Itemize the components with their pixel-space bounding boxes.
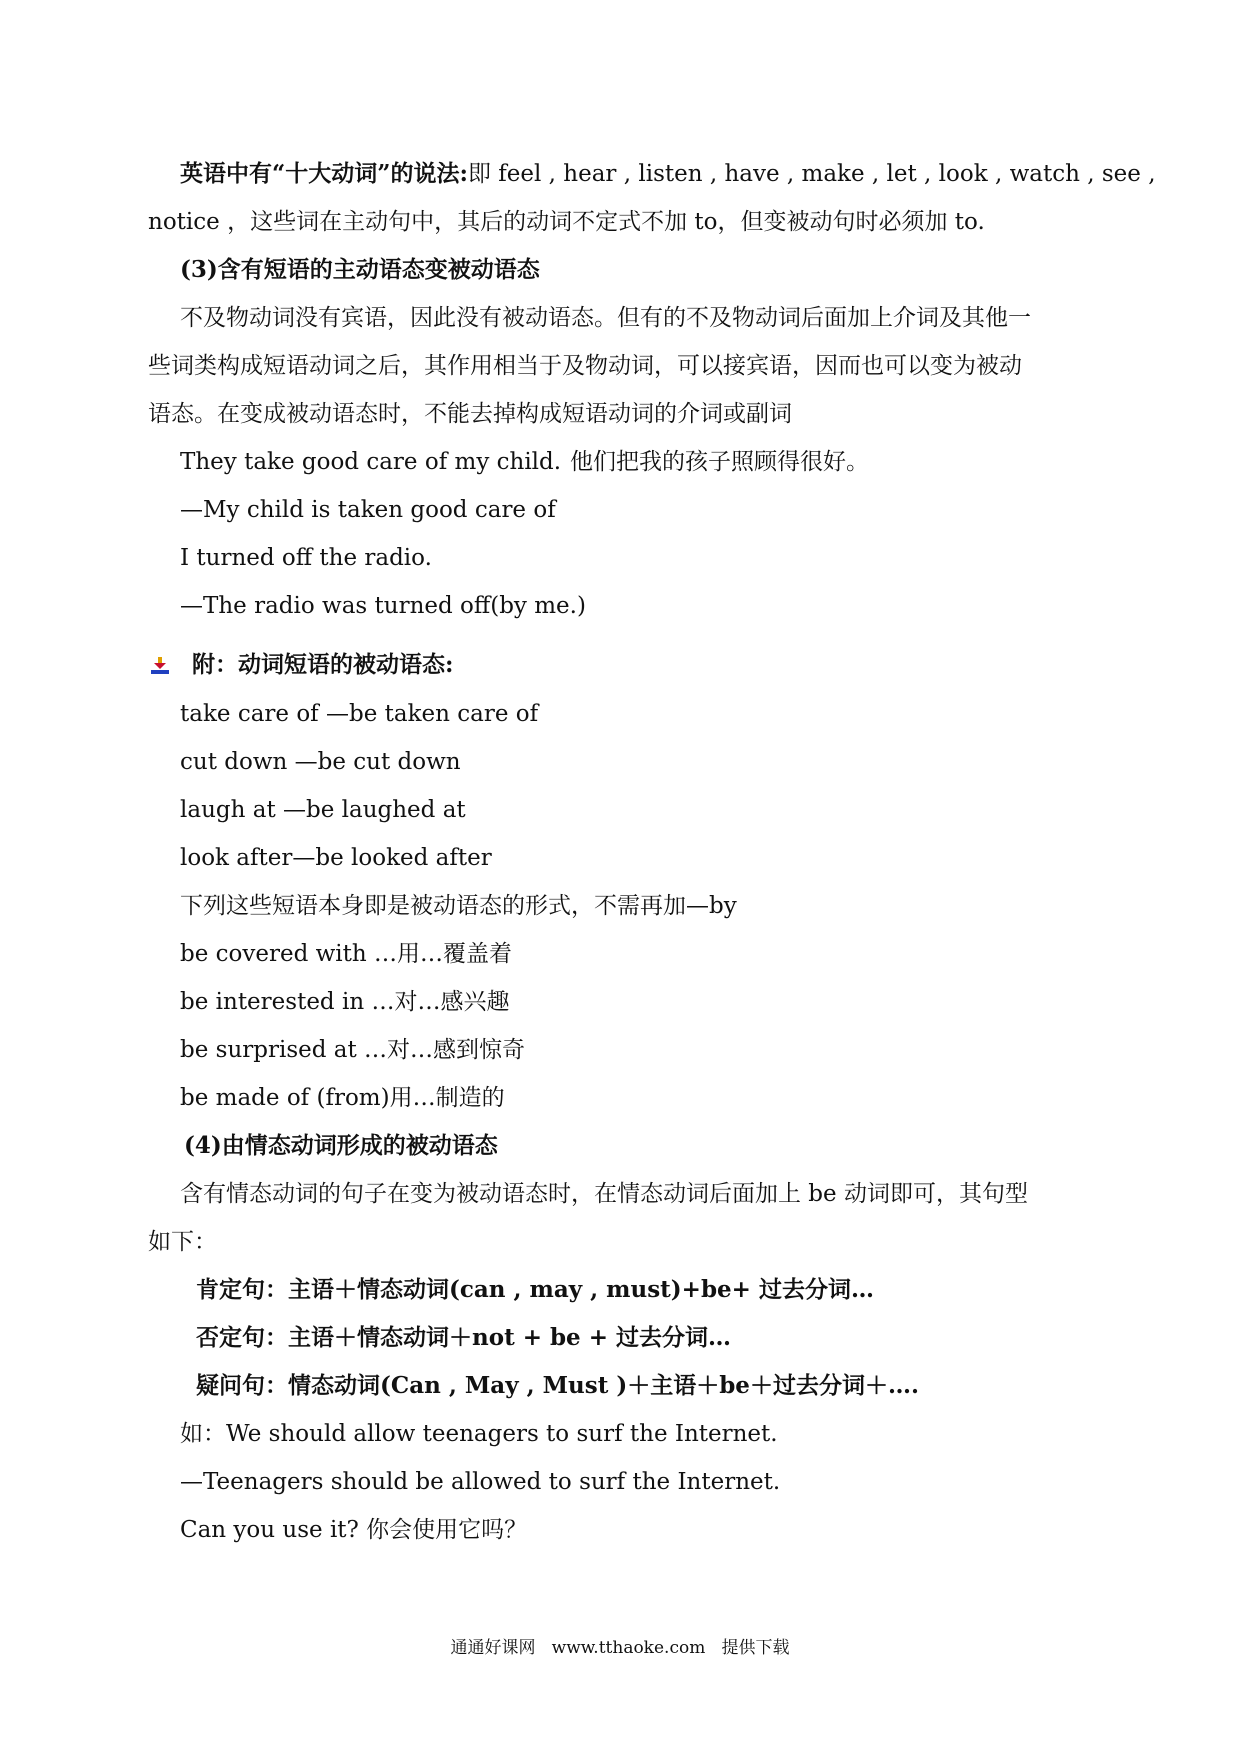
passive-phrase-item: be covered with …用…覆盖着: [180, 941, 513, 967]
paragraph-line: 不及物动词没有宾语，因此没有被动语态。但有的不及物动词后面加上介词及其他一: [180, 305, 1031, 331]
passive-phrase-item: be interested in …对…感兴趣: [180, 989, 510, 1015]
ten-verbs-heading: 英语中有“十大动词”的说法:: [180, 160, 468, 187]
arrow-bullet-icon: [150, 656, 170, 676]
sentence-pattern: 肯定句：主语＋情态动词(can , may , must)+be+ 过去分词…: [196, 1276, 874, 1303]
paragraph-line: 含有情态动词的句子在变为被动语态时，在情态动词后面加上 be 动词即可，其句型: [180, 1181, 1028, 1207]
phrase-item: laugh at —be laughed at: [180, 797, 466, 823]
example-translation: 他们把我的孩子照顾得很好。: [570, 449, 869, 475]
example-sentence: 如：We should allow teenagers to surf the Internet.: [180, 1421, 778, 1447]
ten-verbs-list: 即 feel , hear , listen , have , make , let , look , watch , see ,: [467, 161, 1156, 187]
paragraph-line: 些词类构成短语动词之后，其作用相当于及物动词，可以接宾语，因而也可以变为被动: [148, 353, 1022, 379]
sentence-pattern: 疑问句：情态动词(Can , May , Must )＋主语＋be＋过去分词＋….: [196, 1372, 919, 1399]
phrase-item: look after—be looked after: [180, 845, 492, 871]
example-sentence: They take good care of my child.: [180, 449, 562, 475]
paragraph-line: notice ，这些词在主动句中，其后的动词不定式不加 to，但变被动句时必须加 to.: [148, 209, 985, 235]
sentence-pattern: 否定句：主语＋情态动词＋not + be + 过去分词…: [196, 1324, 731, 1351]
phrase-item: cut down —be cut down: [180, 749, 461, 775]
appendix-heading: 附：动词短语的被动语态:: [192, 651, 454, 678]
example-sentence: I turned off the radio.: [180, 545, 432, 571]
example-sentence: —The radio was turned off(by me.): [180, 593, 586, 619]
paragraph-line: 语态。在变成被动语态时，不能去掉构成短语动词的介词或副词: [148, 401, 792, 427]
example-sentence: —Teenagers should be allowed to surf the Internet.: [180, 1469, 781, 1495]
example-sentence: —My child is taken good care of: [180, 497, 556, 523]
passive-phrase-item: be made of (from)用…制造的: [180, 1085, 505, 1111]
page-footer: 通通好课网 www.tthaoke.com 提供下载: [450, 1638, 790, 1658]
section-heading: (4)由情态动词形成的被动语态: [184, 1132, 498, 1159]
paragraph-line: 如下：: [148, 1229, 217, 1255]
passive-phrase-item: be surprised at …对…感到惊奇: [180, 1037, 526, 1063]
phrase-item: take care of —be taken care of: [180, 701, 539, 727]
paragraph-line: [180, 159, 1156, 189]
example-sentence: Can you use it? 你会使用它吗？: [180, 1517, 528, 1543]
appendix-note: 下列这些短语本身即是被动语态的形式，不需再加—by: [180, 893, 737, 919]
section-heading: (3)含有短语的主动语态变被动语态: [180, 256, 540, 283]
